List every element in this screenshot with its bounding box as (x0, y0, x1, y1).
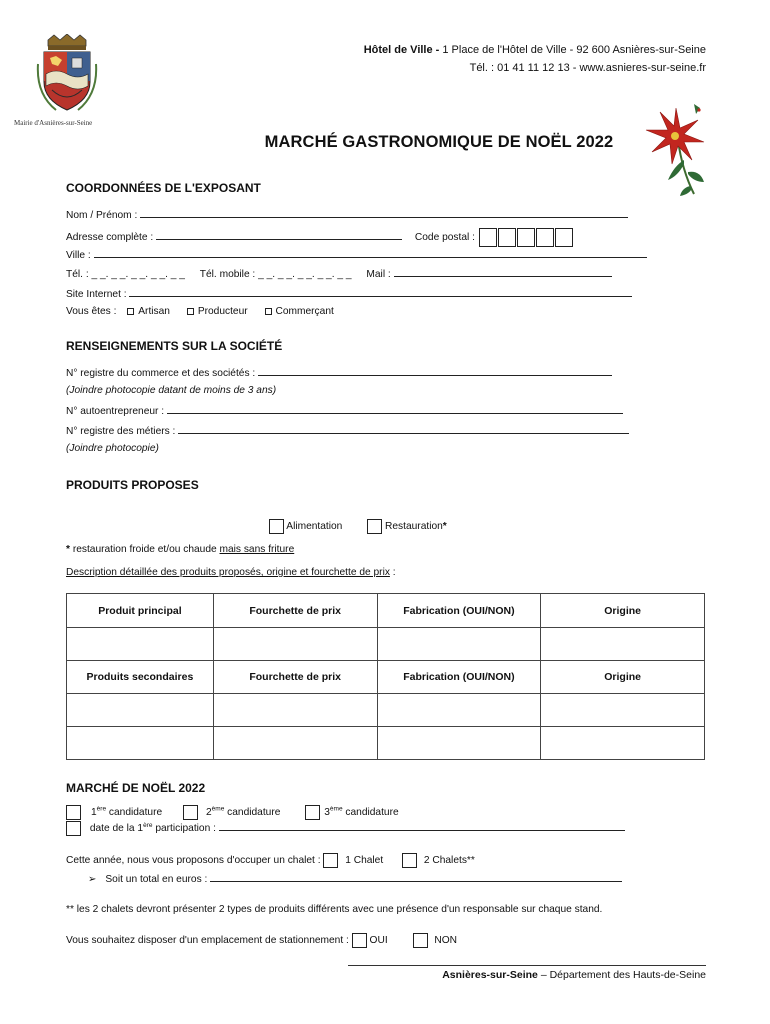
autoentrepreneur-field[interactable] (167, 404, 623, 414)
table-row (67, 694, 705, 727)
hotel-label: Hôtel de Ville - (363, 44, 440, 56)
autoentrepreneur-label: N° autoentrepreneur : (66, 406, 165, 417)
artisan-label: Artisan (138, 306, 170, 317)
date-participation-field[interactable] (219, 821, 625, 831)
table-header-row (67, 661, 705, 694)
footer-department: – Département des Hauts-de-Seine (537, 969, 706, 981)
parking-line (66, 933, 457, 948)
chalet-question: Cette année, nous vous proposons d'occuper un chalet : (66, 855, 321, 867)
autoentrepreneur-line (66, 404, 623, 417)
nom-field[interactable] (140, 208, 628, 218)
ville-label: Ville : (66, 250, 91, 261)
alimentation-label: Alimentation (286, 521, 343, 533)
chalet1-label: 1 Chalet (345, 855, 384, 867)
note-underlined: mais sans friture (219, 544, 295, 555)
producteur-label: Producteur (197, 306, 248, 317)
nom-label: Nom / Prénom : (66, 210, 138, 221)
note-asterisk: * (66, 544, 70, 555)
cand3-option[interactable] (305, 807, 398, 818)
header-address (364, 44, 706, 56)
code-postal-label: Code postal : (414, 232, 475, 244)
commercant-checkbox[interactable] (265, 308, 272, 315)
registre-commerce-label: N° registre du commerce et des sociétés : (66, 368, 256, 379)
description-line (66, 567, 396, 578)
cand1-checkbox[interactable] (66, 805, 81, 820)
cand3-sup: ème (329, 805, 343, 813)
mail-label: Mail : (366, 269, 391, 280)
adresse-label: Adresse complète : (66, 232, 154, 244)
table-cell[interactable] (213, 628, 377, 661)
tel-line (66, 267, 612, 280)
cand2-num: 2 (206, 807, 212, 819)
alimentation-option[interactable] (269, 521, 342, 532)
cand2-label: candidature (224, 807, 281, 819)
nom-line (66, 208, 628, 221)
table-cell[interactable] (377, 727, 541, 760)
joindre-note-2: (Joindre photocopie) (66, 443, 159, 454)
parking-non-checkbox[interactable] (413, 933, 428, 948)
ville-field[interactable] (94, 248, 647, 258)
cand3-label: candidature (342, 807, 399, 819)
cp-box[interactable] (498, 228, 516, 247)
table-header-row (67, 594, 705, 628)
cp-box[interactable] (517, 228, 535, 247)
section-societe-heading: RENSEIGNEMENTS SUR LA SOCIÉTÉ (66, 339, 283, 353)
cand1-label: candidature (106, 807, 163, 819)
cand2-option[interactable] (183, 807, 280, 818)
date-suffix: participation : (152, 823, 216, 835)
parking-oui-option[interactable] (352, 935, 388, 946)
section-exposant-heading: COORDONNÉES DE L'EXPOSANT (66, 181, 261, 195)
table-row (67, 727, 705, 760)
tel-mobile-field[interactable]: Tél. mobile : _ _. _ _. _ _. _ _. _ _ (199, 269, 352, 280)
chalet2-checkbox[interactable] (402, 853, 417, 868)
section-produits-heading: PRODUITS PROPOSES (66, 478, 199, 492)
product-type-options (269, 519, 447, 534)
total-line (88, 872, 622, 885)
tel-field[interactable]: Tél. : _ _. _ _. _ _. _ _. _ _ (66, 269, 185, 280)
restauration-note (66, 544, 294, 555)
chalet-line (66, 853, 475, 868)
restauration-label: Restauration (385, 521, 443, 533)
products-table (66, 593, 705, 760)
site-line (66, 287, 632, 300)
parking-oui-checkbox[interactable] (352, 933, 367, 948)
table-header-cell: Produits secondaires (67, 661, 214, 694)
vous-etes-label: Vous êtes : (66, 306, 117, 317)
cand3-checkbox[interactable] (305, 805, 320, 820)
table-cell[interactable] (377, 628, 541, 661)
footer (442, 969, 706, 981)
address-text: 1 Place de l'Hôtel de Ville - 92 600 Asnières-sur-Seine (439, 44, 706, 56)
adresse-field[interactable] (156, 230, 402, 240)
parking-question: Vous souhaitez disposer d'un emplacement de stationnement : (66, 935, 349, 947)
table-header-cell: Origine (541, 661, 705, 694)
restauration-option[interactable] (367, 521, 447, 532)
page-title: MARCHÉ GASTRONOMIQUE DE NOËL 2022 (264, 133, 614, 151)
producteur-option[interactable] (187, 306, 248, 317)
alimentation-checkbox[interactable] (269, 519, 284, 534)
cand1-sup: ère (96, 805, 107, 813)
registre-commerce-field[interactable] (258, 366, 612, 376)
chalet1-option[interactable] (323, 855, 383, 866)
registre-metiers-label: N° registre des métiers : (66, 426, 176, 437)
parking-non-option[interactable] (413, 935, 457, 946)
commercant-option[interactable] (265, 306, 334, 317)
chalet2-option[interactable] (402, 855, 475, 866)
city-crest-logo (36, 34, 98, 116)
site-field[interactable] (129, 287, 632, 297)
cand1-option[interactable] (66, 807, 162, 818)
table-cell[interactable] (67, 628, 214, 661)
joindre-note-1: (Joindre photocopie datant de moins de 3 ans) (66, 385, 277, 396)
cand1-num: 1 (91, 807, 97, 819)
table-header-cell: Fourchette de prix (213, 661, 377, 694)
table-cell[interactable] (213, 727, 377, 760)
parking-oui-label: OUI (369, 935, 388, 947)
mairie-label: Mairie d'Asnières-sur-Seine (14, 119, 93, 127)
adresse-line (66, 228, 573, 247)
description-label: Description détaillée des produits proposés, origine et fourchette de prix (66, 567, 390, 578)
cand3-num: 3 (324, 807, 330, 819)
registre-commerce-line (66, 366, 612, 379)
total-label: Soit un total en euros : (105, 874, 208, 885)
header-contact: Tél. : 01 41 11 12 13 - www.asnieres-sur-seine.fr (469, 62, 706, 74)
restauration-checkbox[interactable] (367, 519, 382, 534)
table-cell[interactable] (67, 727, 214, 760)
section-marche-heading: MARCHÉ DE NOËL 2022 (66, 781, 206, 795)
code-postal-boxes[interactable] (478, 232, 573, 243)
table-header-cell: Fabrication (OUI/NON) (377, 661, 541, 694)
cand2-sup: ème (211, 805, 225, 813)
restauration-asterisk: * (442, 521, 447, 533)
ville-line (66, 248, 647, 261)
vous-etes-line (66, 306, 334, 317)
registre-metiers-line (66, 424, 629, 437)
table-cell[interactable] (213, 694, 377, 727)
registre-metiers-field[interactable] (178, 424, 629, 434)
table-cell[interactable] (67, 694, 214, 727)
table-cell[interactable] (541, 628, 705, 661)
candidature-line (66, 805, 399, 820)
site-label: Site Internet : (66, 289, 127, 300)
date-prefix: date de la 1 (89, 823, 144, 835)
date-participation-line (66, 821, 625, 836)
producteur-checkbox[interactable] (187, 308, 194, 315)
table-header-cell: Produit principal (67, 594, 214, 628)
date-participation-checkbox[interactable] (66, 821, 81, 836)
commercant-label: Commerçant (275, 306, 334, 317)
mail-field[interactable] (394, 267, 612, 277)
table-header-cell: Fourchette de prix (213, 594, 377, 628)
table-cell[interactable] (541, 727, 705, 760)
cp-box[interactable] (555, 228, 573, 247)
parking-non-label: NON (434, 935, 457, 947)
footer-divider (348, 965, 706, 966)
chalet2-label: 2 Chalets** (423, 855, 475, 867)
artisan-checkbox[interactable] (127, 308, 134, 315)
cand2-checkbox[interactable] (183, 805, 198, 820)
chalets-note: ** les 2 chalets devront présenter 2 types de produits différents avec une présence d'un responsable sur chaque stand. (66, 904, 603, 915)
note-text: restauration froide et/ou chaude (72, 544, 220, 555)
arrow-icon: ➢ (88, 874, 97, 885)
table-cell[interactable] (377, 694, 541, 727)
table-cell[interactable] (541, 694, 705, 727)
date-sup: ère (143, 821, 153, 829)
total-field[interactable] (210, 872, 622, 882)
table-row (67, 628, 705, 661)
table-header-cell: Fabrication (OUI/NON) (377, 594, 541, 628)
chalet1-checkbox[interactable] (323, 853, 338, 868)
description-suffix: : (389, 567, 396, 578)
cp-box[interactable] (479, 228, 497, 247)
footer-city: Asnières-sur-Seine (442, 969, 538, 981)
table-header-cell: Origine (541, 594, 705, 628)
cp-box[interactable] (536, 228, 554, 247)
artisan-option[interactable] (127, 306, 170, 317)
